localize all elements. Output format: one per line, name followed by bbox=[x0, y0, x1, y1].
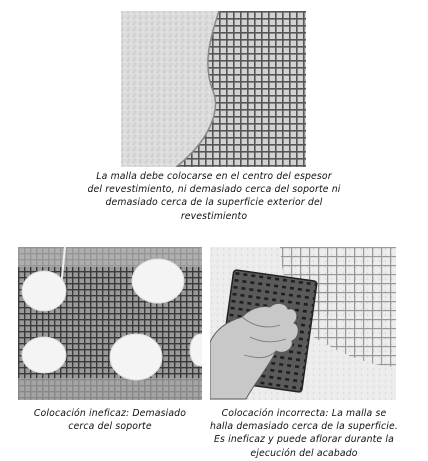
caption-line: demasiado cerca de la superficie exterior del bbox=[105, 197, 323, 209]
caption-line: La malla debe colocarse en el centro del espesor bbox=[96, 171, 332, 182]
caption-top bbox=[64, 170, 364, 223]
caption-bottom-left bbox=[18, 407, 202, 433]
photo-mesh-too-close-to-support bbox=[18, 247, 202, 400]
caption-line: cerca del soporte bbox=[68, 421, 152, 433]
caption-line: revestimiento bbox=[180, 210, 248, 222]
photo-mesh-too-close-to-surface bbox=[210, 247, 396, 400]
caption-line: ejecución del acabado bbox=[250, 447, 358, 459]
photo-mesh-in-render-center bbox=[121, 11, 306, 167]
caption-line: halla demasiado cerca de la superficie. bbox=[210, 421, 398, 433]
caption-line: Colocación incorrecta: La malla se bbox=[221, 408, 387, 419]
caption-bottom-right bbox=[206, 407, 402, 460]
caption-line: Es ineficaz y puede aflorar durante la bbox=[214, 434, 394, 446]
caption-line: Colocación ineficaz: Demasiado bbox=[33, 408, 187, 419]
caption-line: del revestimiento, ni demasiado cerca del soporte ni bbox=[87, 184, 341, 196]
